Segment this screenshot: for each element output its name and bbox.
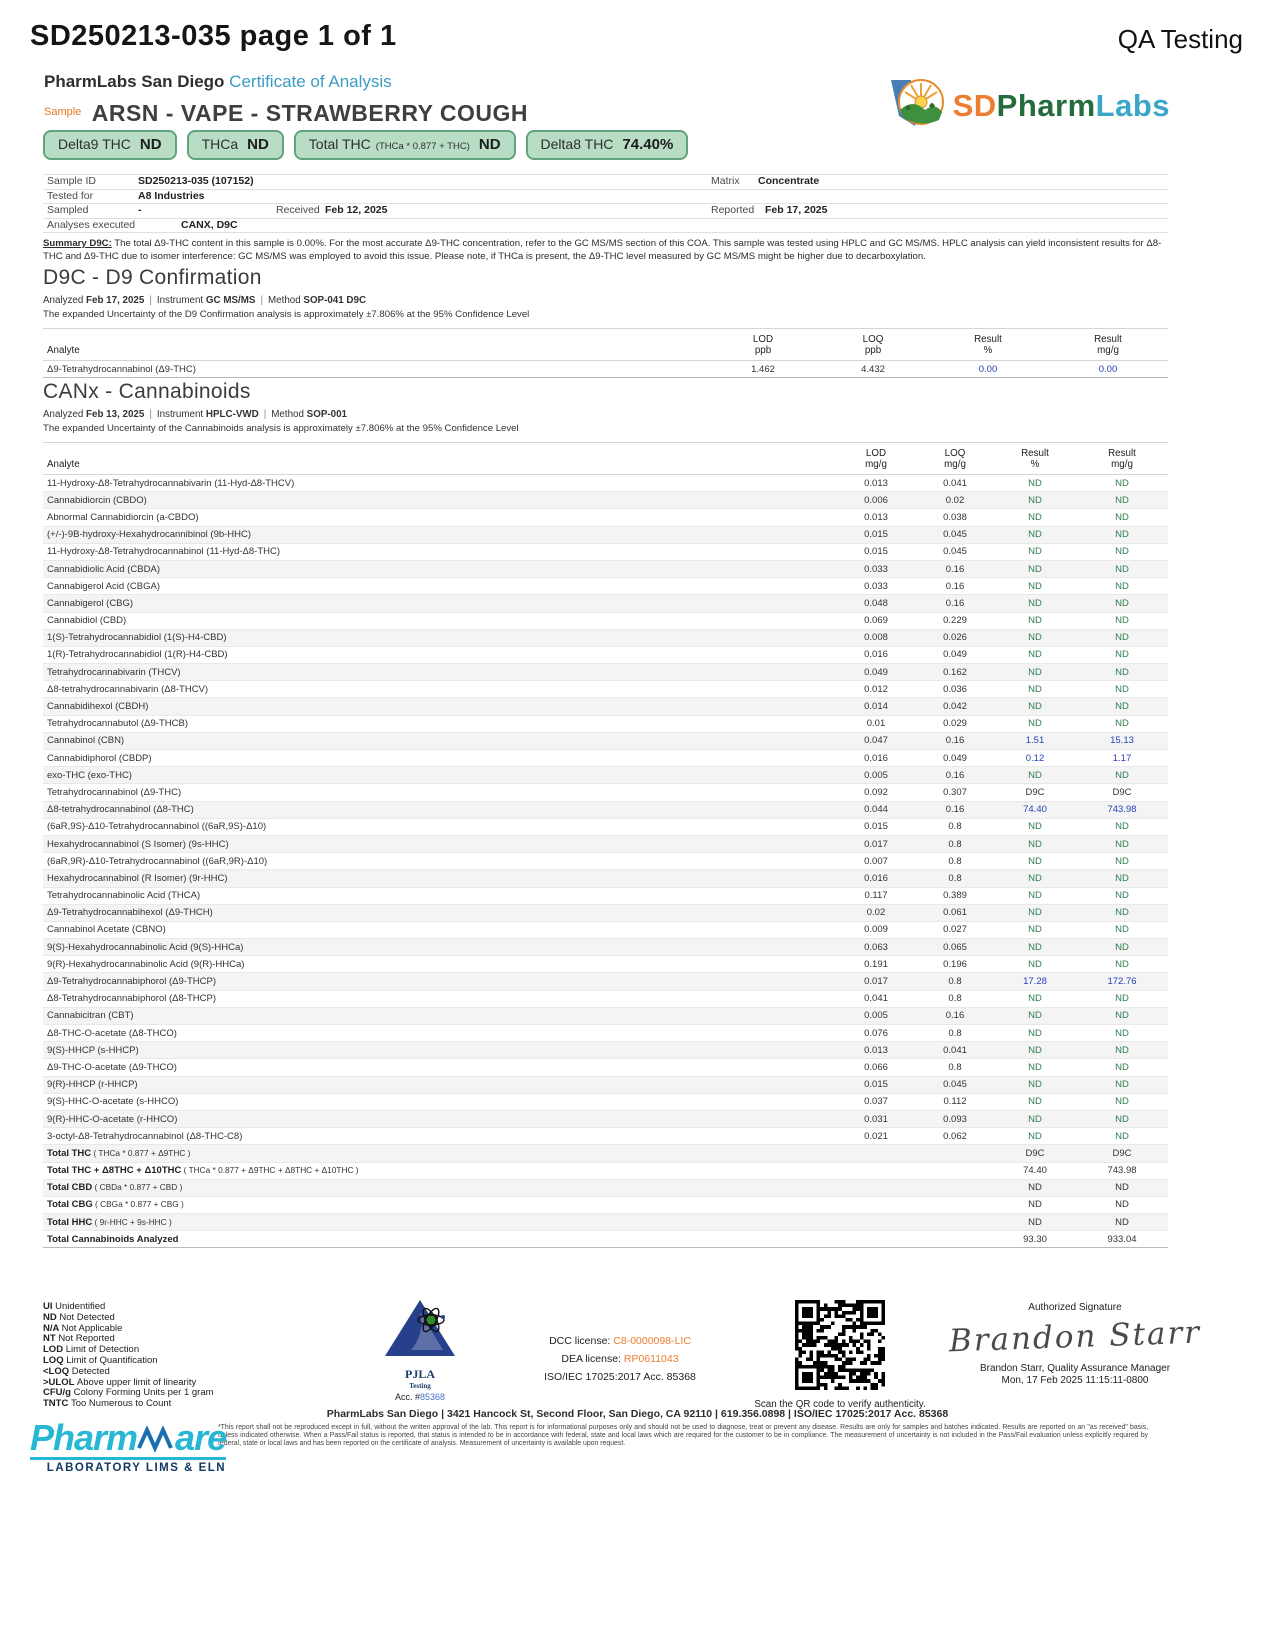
total-row: Total CBG ( CBGa * 0.877 + CBG ) ND ND (43, 1196, 1168, 1213)
pharmware-w-icon (137, 1426, 175, 1452)
analyte-row: Hexahydrocannabinol (R Isomer) (9r-HHC) 0.016 0.8 ND ND (43, 870, 1168, 887)
canx-section-title: CANx - Cannabinoids (43, 380, 251, 403)
analyte-row: (6aR,9S)-Δ10-Tetrahydrocannabinol ((6aR,9S)-Δ10) 0.015 0.8 ND ND (43, 818, 1168, 835)
qa-testing-label: QA Testing (1117, 24, 1243, 54)
pjla-accreditation (365, 1298, 475, 1402)
analyte-row: Tetrahydrocannabinol (Δ9-THC) 0.092 0.307 D9C D9C (43, 784, 1168, 801)
analyte-row: 1(R)-Tetrahydrocannabidiol (1(R)-H4-CBD) 0.016 0.049 ND ND (43, 646, 1168, 663)
analyte-row: 11-Hydroxy-Δ8-Tetrahydrocannabivarin (11-Hyd-Δ8-THCV) 0.013 0.041 ND ND (43, 475, 1168, 492)
total-row: Total THC + Δ8THC + Δ10THC ( THCa * 0.877 + Δ9THC + Δ8THC + Δ10THC ) 74.40 743.98 (43, 1162, 1168, 1179)
legend-item: N/A Not Applicable (43, 1322, 123, 1334)
canx-col-result-mg-g: Result mg/g (1076, 443, 1168, 475)
summary-paragraph (43, 238, 1168, 263)
canx-table-body (43, 475, 1168, 1248)
sample-id-value: SD250213-035 (107152) (138, 175, 254, 187)
analyte-row: Cannabinol Acetate (CBNO) 0.009 0.027 ND ND (43, 921, 1168, 938)
legend-item: LOQ Limit of Quantification (43, 1354, 158, 1366)
analyte-row: Δ8-tetrahydrocannabivarin (Δ8-THCV) 0.012 0.036 ND ND (43, 681, 1168, 698)
d9c-col-analyte: Analyte (43, 329, 708, 361)
legend-item: LOD Limit of Detection (43, 1344, 140, 1356)
analyte-row: Δ8-Tetrahydrocannabiphorol (Δ8-THCP) 0.041 0.8 ND ND (43, 990, 1168, 1007)
analyte-row: 11-Hydroxy-Δ8-Tetrahydrocannabinol (11-Hyd-Δ8-THC) 0.015 0.045 ND ND (43, 543, 1168, 560)
received-value: Feb 12, 2025 (325, 204, 388, 216)
analyte-row: Cannabicitran (CBT) 0.005 0.16 ND ND (43, 1007, 1168, 1024)
analyte-row: Cannabidiphorol (CBDP) 0.016 0.049 0.12 1.17 (43, 750, 1168, 767)
page-title: SD250213-035 page 1 of 1 (30, 20, 397, 52)
matrix-value: Concentrate (758, 175, 820, 187)
dea-license: DEA license: RP0611043 (561, 1353, 679, 1365)
total-row: Total THC ( THCa * 0.877 + Δ9THC ) D9C D9C (43, 1145, 1168, 1162)
sample-info-table (43, 174, 1168, 233)
tested-for-value: A8 Industries (138, 189, 205, 202)
pjla-logo-icon (381, 1347, 459, 1364)
canx-col-analyte: Analyte (43, 443, 836, 475)
lab-name: PharmLabs San Diego (44, 72, 225, 91)
d9c-uncertainty: The expanded Uncertainty of the D9 Confirmation analysis is approximately ±7.806% at the 95% Confidence Level (43, 309, 530, 320)
analyte-row: Cannabinol (CBN) 0.047 0.16 1.51 15.13 (43, 732, 1168, 749)
qr-block (745, 1300, 935, 1410)
pjla-accreditation-number: Acc. #85368 (394, 1392, 446, 1402)
canx-meta: Analyzed Feb 13, 2025 | Instrument HPLC-VWD | Method SOP-001 (43, 409, 347, 420)
analyte-row: Tetrahydrocannabutol (Δ9-THCB) 0.01 0.029 ND ND (43, 715, 1168, 732)
d9c-table-header (43, 329, 1168, 361)
analyte-row: exo-THC (exo-THC) 0.005 0.16 ND ND (43, 767, 1168, 784)
lab-address-line: PharmLabs San Diego | 3421 Hancock St, Second Floor, San Diego, CA 92110 | 619.356.0898 | ISO/IEC 17025:2017 Acc. 85368 (326, 1408, 949, 1420)
total-row: Total HHC ( 9r-HHC + 9s-HHC ) ND ND (43, 1214, 1168, 1231)
d9c-table-body (43, 361, 1168, 378)
analyte-row: Hexahydrocannabinol (S Isomer) (9s-HHC) 0.017 0.8 ND ND (43, 835, 1168, 852)
sample-line (44, 100, 528, 127)
legend-item: TNTC Too Numerous to Count (43, 1398, 172, 1410)
analyte-row: Cannabidihexol (CBDH) 0.014 0.042 ND ND (43, 698, 1168, 715)
analyte-row: Tetrahydrocannabinolic Acid (THCA) 0.117 0.389 ND ND (43, 887, 1168, 904)
badge-thca: THCa ND (187, 130, 284, 160)
analyte-row: Cannabigerol Acid (CBGA) 0.033 0.16 ND ND (43, 578, 1168, 595)
analyte-row: 9(R)-Hexahydrocannabinolic Acid (9(R)-HHCa) 0.191 0.196 ND ND (43, 956, 1168, 973)
analyte-row: Δ9-THC-O-acetate (Δ9-THCO) 0.066 0.8 ND ND (43, 1059, 1168, 1076)
pharmware-wordmark: Pharm are (30, 1417, 227, 1458)
pharmware-subtitle: LABORATORY LIMS & ELN (46, 1462, 227, 1474)
sample-label: Sample (44, 106, 82, 118)
legend-item: <LOQ Detected (43, 1365, 110, 1377)
analyte-row: Δ8-THC-O-acetate (Δ8-THCO) 0.076 0.8 ND ND (43, 1025, 1168, 1042)
info-row-sample-id: Sample ID SD250213-035 (107152) Matrix Concentrate (43, 175, 1168, 190)
badge-delta8-thc: Delta8 THC 74.40% (526, 130, 689, 160)
legend-item: CFU/g Colony Forming Units per 1 gram (43, 1387, 214, 1399)
signature-date: Mon, 17 Feb 2025 11:15:11-0800 (1001, 1375, 1149, 1386)
reported-value: Feb 17, 2025 (765, 204, 828, 216)
info-row-tested-for: Tested for A8 Industries (43, 190, 1168, 205)
signer-name-title: Brandon Starr, Quality Assurance Manager (979, 1363, 1171, 1374)
thc-badges (43, 130, 688, 160)
analyte-row: Abnormal Cannabidiorcin (a-CBDO) 0.013 0.038 ND ND (43, 509, 1168, 526)
analyte-row: 9(S)-HHCP (s-HHCP) 0.013 0.041 ND ND (43, 1042, 1168, 1059)
analyte-row: 9(R)-HHCP (r-HHCP) 0.015 0.045 ND ND (43, 1076, 1168, 1093)
pjla-sub: Testing (409, 1382, 431, 1390)
analyte-row: 1(S)-Tetrahydrocannabidiol (1(S)-H4-CBD) 0.008 0.026 ND ND (43, 629, 1168, 646)
signature-block (930, 1302, 1220, 1386)
canx-col-lod-mg-g: LOD mg/g (836, 443, 916, 475)
d9c-col-result-mg-g: Result mg/g (1048, 329, 1168, 361)
iso-accreditation: ISO/IEC 17025:2017 Acc. 85368 (544, 1371, 696, 1383)
badge-delta9-thc: Delta9 THC ND (43, 130, 177, 160)
legend-item: NT Not Reported (43, 1333, 115, 1345)
sample-name: ARSN - VAPE - STRAWBERRY COUGH (91, 100, 529, 126)
pharmware-logo (30, 1417, 227, 1474)
analyte-row: (6aR,9R)-Δ10-Tetrahydrocannabinol ((6aR,9R)-Δ10) 0.007 0.8 ND ND (43, 853, 1168, 870)
sampled-value: - (138, 204, 142, 216)
analyte-row: Δ9-Tetrahydrocannabihexol (Δ9-THCH) 0.02 0.061 ND ND (43, 904, 1168, 921)
summary-label: Summary D9C: (43, 238, 112, 249)
info-row-dates: Sampled - Received Feb 12, 2025 Reported Feb 17, 2025 (43, 204, 1168, 219)
analyte-row: Tetrahydrocannabivarin (THCV) 0.049 0.162 ND ND (43, 664, 1168, 681)
info-row-analyses: Analyses executed CANX, D9C (43, 219, 1168, 234)
badge-total-thc: Total THC (THCa * 0.877 + THC) ND (294, 130, 516, 160)
analyte-row: 9(S)-Hexahydrocannabinolic Acid (9(S)-HHCa) 0.063 0.065 ND ND (43, 939, 1168, 956)
analyte-row: 3-octyl-Δ8-Tetrahydrocannabinol (Δ8-THC-C8) 0.021 0.062 ND ND (43, 1128, 1168, 1145)
analyte-row: Cannabidiorcin (CBDO) 0.006 0.02 ND ND (43, 492, 1168, 509)
license-block (520, 1332, 720, 1386)
legend-item: ND Not Detected (43, 1311, 115, 1323)
analyte-row: Cannabigerol (CBG) 0.048 0.16 ND ND (43, 595, 1168, 612)
analyte-row: Cannabidiol (CBD) 0.069 0.229 ND ND (43, 612, 1168, 629)
analyte-row: (+/-)-9B-hydroxy-Hexahydrocannibinol (9b-HHC) 0.015 0.045 ND ND (43, 526, 1168, 543)
analyses-value: CANX, D9C (181, 218, 238, 231)
lab-line (44, 72, 392, 92)
legend-item: UI Unidentified (43, 1301, 106, 1312)
d9c-section-title: D9C - D9 Confirmation (43, 266, 262, 289)
canx-col-loq-mg-g: LOQ mg/g (916, 443, 994, 475)
certificate-of-analysis-label: Certificate of Analysis (229, 72, 392, 91)
legend-item: >ULOL Above upper limit of linearity (43, 1376, 197, 1388)
analyte-row: Δ9-Tetrahydrocannabiphorol (Δ9-THCP) 0.017 0.8 17.28 172.76 (43, 973, 1168, 990)
summary-text: The total Δ9-THC content in this sample is 0.00%. For the most accurate Δ9-THC concentration, refer to the GC MS/MS section of this COA. This sample was tested using HPLC and GC MS/MS. HPLC analysis can yield inconsistent results for Δ8-THC and Δ9-THC due to isomer interference: GC MS/MS was employed to avoid this issue. Please note, if THCa is present, the Δ9-THC level measured by GC MS/MS might be higher due to decarboxylation. (43, 238, 1162, 262)
brand-wordmark: SDPharmLabs (952, 87, 1170, 123)
canx-uncertainty: The expanded Uncertainty of the Cannabinoids analysis is approximately ±7.806% at the 95% Confidence Level (43, 423, 519, 434)
d9c-section (43, 266, 1168, 378)
signature-script: Brandon Starr (948, 1314, 1202, 1360)
d9c-col-loq-ppb: LOQ ppb (818, 329, 928, 361)
d9c-col-lod-ppb: LOD ppb (708, 329, 818, 361)
total-row: Total CBD ( CBDa * 0.877 + CBD ) ND ND (43, 1179, 1168, 1196)
sdpharmlabs-logo (885, 72, 1170, 139)
canx-table-header (43, 443, 1168, 475)
disclaimer-text: *This report shall not be reproduced except in full, without the written approval of the lab. This report is for informational purposes only and should not be used to diagnose, treat or prevent any disease. Results are only for samples and batches indicated. Results are reported on an "as received" basis, unless indicated otherwise. When a Pass/Fail status is reported, that status is intended to be in accordance with federal, state and local laws which are required for the customer to be in compliance. The measurement of uncertainty is not included in the Pass/Fail evaluation unless explicitly required by federal, state or local laws and has been reported on the certificate of analysis. Measurement of uncertainty is available upon request. (218, 1424, 1148, 1448)
analyte-row: 9(R)-HHC-O-acetate (r-HHCO) 0.031 0.093 ND ND (43, 1110, 1168, 1127)
analyte-row: Cannabidiolic Acid (CBDA) 0.033 0.16 ND ND (43, 560, 1168, 577)
d9c-meta: Analyzed Feb 17, 2025 | Instrument GC MS/MS | Method SOP-041 D9C (43, 295, 367, 306)
analyte-row: Δ8-tetrahydrocannabinol (Δ8-THC) 0.044 0.16 74.40 743.98 (43, 801, 1168, 818)
d9c-col-result-%: Result % (928, 329, 1048, 361)
qr-caption: Scan the QR code to verify authenticity. (754, 1399, 926, 1410)
analyte-row: 9(S)-HHC-O-acetate (s-HHCO) 0.037 0.112 ND ND (43, 1093, 1168, 1110)
analyte-row: Δ9-Tetrahydrocannabinol (Δ9-THC) 1.462 4.432 0.00 0.00 (43, 361, 1168, 378)
d9c-table (43, 328, 1168, 378)
pjla-name: PJLA (405, 1367, 435, 1381)
canx-col-result-%: Result % (994, 443, 1076, 475)
qr-code (795, 1300, 885, 1390)
legend-block (43, 1302, 214, 1410)
dcc-license: DCC license: C8-0000098-LIC (549, 1335, 691, 1347)
total-row: Total Cannabinoids Analyzed 93.30 933.04 (43, 1231, 1168, 1248)
canx-section (43, 380, 1168, 1248)
authorized-signature-label: Authorized Signature (1028, 1302, 1122, 1313)
pharmlabs-seal-icon (885, 72, 947, 139)
canx-table (43, 442, 1168, 1248)
